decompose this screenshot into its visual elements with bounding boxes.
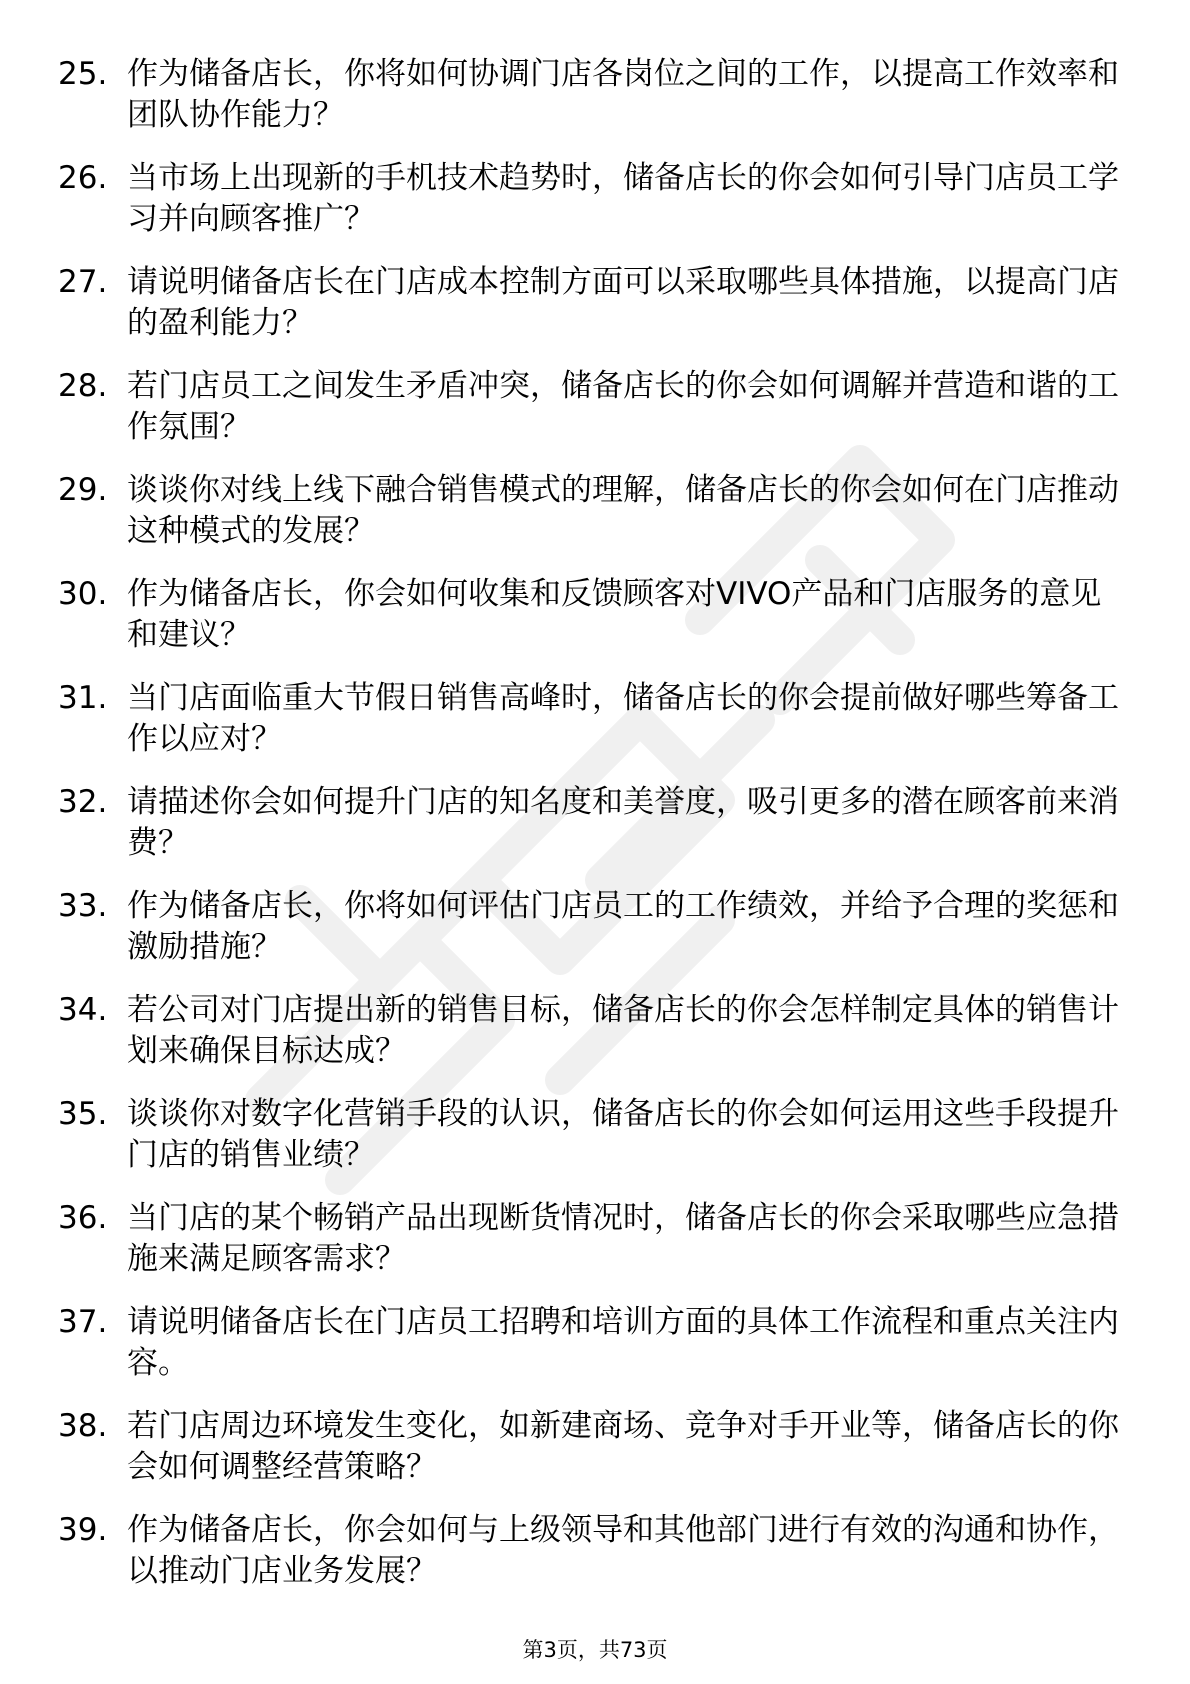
question-number: 31. — [58, 680, 108, 716]
question-number: 36. — [58, 1200, 108, 1236]
question-text: 若门店周边环境发生变化，如新建商场、竞争对手开业等，储备店长的你会如何调整经营策略？ — [127, 1408, 1119, 1485]
question-number: 37. — [58, 1304, 108, 1340]
question-number: 29. — [58, 472, 108, 508]
question-item — [58, 886, 1138, 990]
question-number: 39. — [58, 1512, 108, 1548]
question-text: 请说明储备店长在门店成本控制方面可以采取哪些具体措施，以提高门店的盈利能力？ — [127, 264, 1119, 341]
question-item — [58, 1406, 1138, 1510]
question-text: 作为储备店长，你将如何协调门店各岗位之间的工作，以提高工作效率和团队协作能力？ — [127, 56, 1119, 133]
question-item — [58, 366, 1138, 470]
question-item — [58, 990, 1138, 1094]
question-number: 27. — [58, 264, 108, 300]
question-text: 当市场上出现新的手机技术趋势时，储备店长的你会如何引导门店员工学习并向顾客推广？ — [127, 160, 1119, 237]
question-text: 谈谈你对线上线下融合销售模式的理解，储备店长的你会如何在门店推动这种模式的发展？ — [127, 472, 1119, 549]
question-text: 当门店的某个畅销产品出现断货情况时，储备店长的你会采取哪些应急措施来满足顾客需求？ — [127, 1200, 1119, 1277]
question-text: 请说明储备店长在门店员工招聘和培训方面的具体工作流程和重点关注内容。 — [127, 1304, 1119, 1381]
question-number: 28. — [58, 368, 108, 404]
question-list — [58, 54, 1138, 1614]
question-number: 30. — [58, 576, 108, 612]
question-item — [58, 1198, 1138, 1302]
question-item — [58, 54, 1138, 158]
question-item — [58, 678, 1138, 782]
question-number: 25. — [58, 56, 108, 92]
question-text: 谈谈你对数字化营销手段的认识，储备店长的你会如何运用这些手段提升门店的销售业绩？ — [127, 1096, 1119, 1173]
question-number: 35. — [58, 1096, 108, 1132]
question-number: 34. — [58, 992, 108, 1028]
question-item — [58, 1094, 1138, 1198]
question-item — [58, 1302, 1138, 1406]
question-item — [58, 574, 1138, 678]
question-item — [58, 1510, 1138, 1614]
question-text: 若公司对门店提出新的销售目标，储备店长的你会怎样制定具体的销售计划来确保目标达成？ — [127, 992, 1119, 1069]
question-text: 作为储备店长，你会如何与上级领导和其他部门进行有效的沟通和协作，以推动门店业务发展？ — [127, 1512, 1119, 1589]
question-number: 33. — [58, 888, 108, 924]
question-text: 若门店员工之间发生矛盾冲突，储备店长的你会如何调解并营造和谐的工作氛围？ — [127, 368, 1119, 445]
page-footer: 第3页，共73页 — [522, 1638, 668, 1662]
question-text: 当门店面临重大节假日销售高峰时，储备店长的你会提前做好哪些筹备工作以应对？ — [127, 680, 1119, 757]
question-number: 26. — [58, 160, 108, 196]
question-number: 38. — [58, 1408, 108, 1444]
question-item — [58, 262, 1138, 366]
question-item — [58, 470, 1138, 574]
question-text: 作为储备店长，你会如何收集和反馈顾客对VIVO产品和门店服务的意见和建议？ — [127, 576, 1102, 653]
question-item — [58, 782, 1138, 886]
question-item — [58, 158, 1138, 262]
question-text: 请描述你会如何提升门店的知名度和美誉度，吸引更多的潜在顾客前来消费？ — [127, 784, 1119, 861]
question-number: 32. — [58, 784, 108, 820]
question-text: 作为储备店长，你将如何评估门店员工的工作绩效，并给予合理的奖惩和激励措施？ — [127, 888, 1119, 965]
